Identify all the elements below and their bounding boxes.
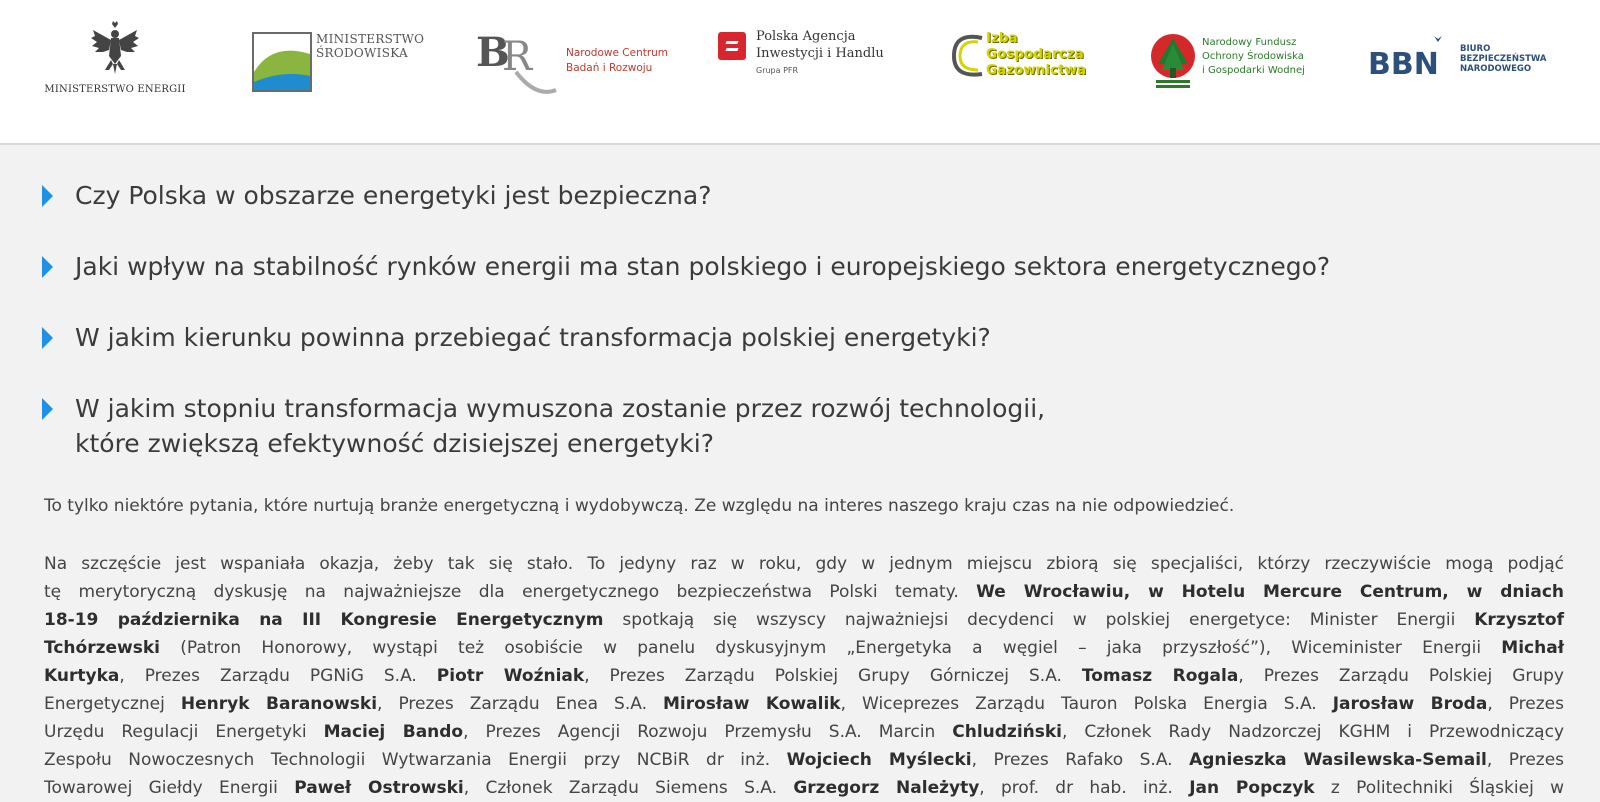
- body-line: 18-19 października na III Kongresie Energetycznym spotkają się wszyscy najważniejsi decydenci w polskiej energetyce: Minister Energii Krzysztof: [44, 610, 1564, 630]
- logo-text: Polska Agencja Inwestycji i Handlu: [756, 29, 884, 61]
- play-arrow-icon: [42, 185, 53, 207]
- person-name: Jan Popczyk: [1189, 778, 1315, 798]
- questions-list: [40, 178, 1560, 497]
- play-arrow-icon: [42, 398, 53, 420]
- person-name: Jarosław Broda: [1332, 694, 1488, 714]
- landscape-icon: [252, 32, 312, 92]
- polish-eagle-icon: [89, 20, 141, 76]
- highlight-venue: We Wrocławiu, w Hotelu Mercure Centrum, w dniach: [976, 582, 1565, 602]
- logo-text: MINISTERSTWO ŚRODOWISKA: [316, 32, 425, 60]
- igg-mark-icon: [948, 28, 988, 84]
- logo-paih[interactable]: [718, 28, 908, 88]
- person-name: Agnieszka Wasilewska-Semail: [1189, 750, 1487, 770]
- svg-text:B: B: [476, 29, 510, 76]
- play-arrow-icon: [42, 256, 53, 278]
- person-name: Maciej Bando: [323, 722, 464, 742]
- logo-nfosigw[interactable]: [1148, 30, 1318, 95]
- body-line: tę merytoryczną dyskusję na najważniejsze dla energetycznego bezpieczeństwa Polski tematy. We Wrocławiu, w Hotelu Mercure Centrum, w dniach: [44, 582, 1565, 602]
- person-name: Chludziński: [952, 722, 1063, 742]
- body-line: Na szczęście jest wspaniała okazja, żeby tak się stało. To jedyny raz w roku, gdy w jednym miejscu zbiorą się specjaliści, którzy rzeczywiście mogą podjąć: [44, 554, 1564, 574]
- intro-paragraph: To tylko niektóre pytania, które nurtują branże energetyczną i wydobywczą. Ze względu na interes naszego kraju czas na nie odpowiedzieć.: [44, 496, 1235, 516]
- logo-ministerstwo-energii[interactable]: [40, 20, 190, 105]
- logo-text: Narodowy Fundusz Ochrony Środowiska i Gospodarki Wodnej: [1202, 37, 1305, 76]
- logo-text: Narodowe Centrum Badań i Rozwoju: [566, 47, 669, 74]
- body-line: Energetycznej Henryk Baranowski, Prezes Zarządu Enea S.A. Mirosław Kowalik, Wiceprezes Zarządu Tauron Polska Energia S.A. Jarosław Broda, Prezes: [44, 694, 1564, 714]
- person-name: Mirosław Kowalik: [662, 694, 841, 714]
- svg-text:BBN: BBN: [1368, 47, 1439, 80]
- paih-mark-icon: [718, 32, 746, 60]
- body-line: Urzędu Regulacji Energetyki Maciej Bando, Prezes Agencji Rozwoju Przemysłu S.A. Marcin Chludziński, Członek Rady Nadzorczej KGHM i Przewodniczący: [44, 722, 1565, 742]
- question-item: W jakim stopniu transformacja wymuszona zostanie przez rozwój technologii, które zwiększą efektywność dzisiejszej energetyki?: [40, 391, 1560, 461]
- person-name: Krzysztof: [1474, 610, 1564, 630]
- svg-text:R: R: [502, 34, 533, 80]
- person-name: Piotr Woźniak: [436, 666, 585, 686]
- nfosigw-tree-icon: [1148, 30, 1198, 90]
- logo-caption: MINISTERSTWO ENERGII: [44, 84, 186, 95]
- logo-igg[interactable]: [948, 28, 1098, 88]
- person-name: Tchórzewski: [44, 638, 160, 658]
- play-arrow-icon: [42, 327, 53, 349]
- body-line: Zespołu Nowoczesnych Technologii Wytwarzania Energii przy NCBiR dr inż. Wojciech Myślecki, Prezes Rafako S.A. Agnieszka Wasilewska-Semail, Prezes: [44, 750, 1565, 770]
- logo-ncbr[interactable]: [476, 28, 669, 98]
- bbn-mark-icon: [1368, 34, 1458, 80]
- logo-ministerstwo-srodowiska[interactable]: [252, 32, 432, 97]
- person-name: Kurtyka: [44, 666, 120, 686]
- logo-text: BIURO BEZPIECZEŃSTWA NARODOWEGO: [1460, 44, 1547, 74]
- person-name: Michał: [1501, 638, 1565, 658]
- person-name: Tomasz Rogala: [1081, 666, 1239, 686]
- question-item: Czy Polska w obszarze energetyki jest bezpieczna?: [40, 178, 1560, 213]
- body-line: Kurtyka, Prezes Zarządu PGNiG S.A. Piotr Woźniak, Prezes Zarządu Polskiej Grupy Górniczej S.A. Tomasz Rogala, Prezes Zarządu Polskiej Grupy: [44, 666, 1564, 686]
- question-item: Jaki wpływ na stabilność rynków energii ma stan polskiego i europejskiego sektora energetycznego?: [40, 249, 1560, 284]
- logo-subtext: Grupa PFR: [756, 66, 799, 75]
- question-item: W jakim kierunku powinna przebiegać transformacja polskiej energetyki?: [40, 320, 1560, 355]
- logo-text: Izba Gospodarcza Gazownictwa: [986, 30, 1087, 78]
- logo-bbn[interactable]: [1368, 34, 1568, 84]
- body-line: Tchórzewski (Patron Honorowy, wystąpi też osobiście w panelu dyskusyjnym „Energetyka a węgiel – jaka przyszłość”), Wiceminister Energii Michał: [44, 638, 1565, 658]
- person-name: Henryk Baranowski: [180, 694, 378, 714]
- body-paragraph: [44, 550, 1564, 802]
- body-line: Towarowej Giełdy Energii Paweł Ostrowski, Członek Zarządu Siemens S.A. Grzegorz Należyty, prof. dr hab. inż. Jan Popczyk z Politechniki Śląskiej w: [44, 778, 1565, 798]
- ncbr-mark-icon: [476, 28, 564, 98]
- highlight-date: 18-19 października na III Kongresie Energetycznym: [44, 610, 604, 630]
- person-name: Wojciech Myślecki: [786, 750, 972, 770]
- person-name: Paweł Ostrowski: [294, 778, 464, 798]
- partner-logos-bar: [0, 0, 1600, 145]
- person-name: Grzegorz Należyty: [793, 778, 980, 798]
